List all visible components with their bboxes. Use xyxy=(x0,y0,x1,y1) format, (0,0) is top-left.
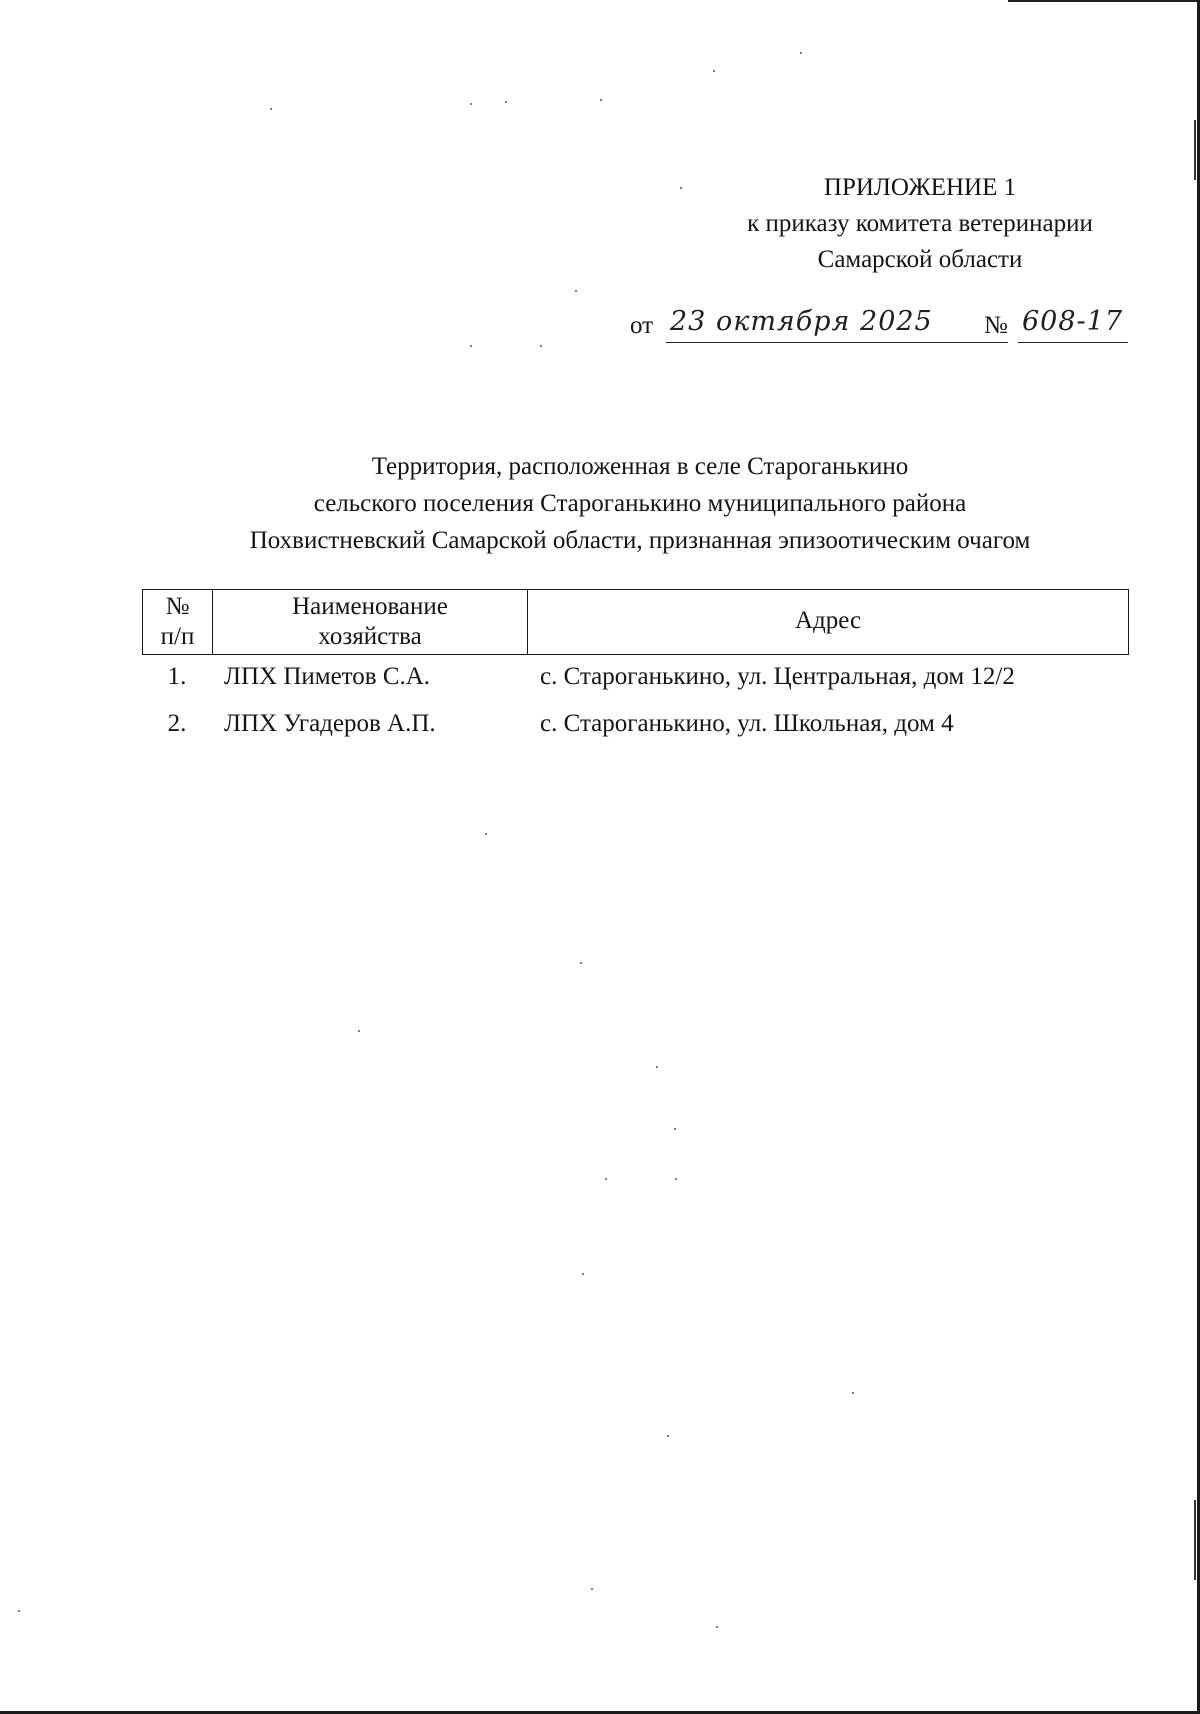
scan-speck xyxy=(540,345,542,347)
header-address: Адрес xyxy=(794,607,862,634)
scan-speck xyxy=(605,1178,607,1180)
scan-speck xyxy=(716,1626,718,1628)
table-row xyxy=(142,702,1129,749)
document-title xyxy=(140,448,1140,559)
scan-speck xyxy=(674,1128,676,1130)
scan-speck xyxy=(591,1588,593,1590)
appendix-header xyxy=(700,170,1140,278)
scan-speck xyxy=(470,345,472,347)
scan-edge-top xyxy=(1008,0,1200,2)
scan-speck xyxy=(656,1066,658,1068)
scan-speck xyxy=(800,52,802,54)
row-farm-name: ЛПХ Угадеров А.П. xyxy=(224,710,436,737)
table-header xyxy=(142,589,1129,655)
scan-speck xyxy=(713,70,715,72)
header-farm-name: Наименование хозяйства xyxy=(213,590,528,654)
row-address: с. Староганькино, ул. Школьная, дом 4 xyxy=(540,710,954,737)
row-address: с. Староганькино, ул. Центральная, дом 12/2 xyxy=(540,663,1015,690)
scan-speck xyxy=(270,108,272,110)
scan-mark xyxy=(1194,120,1196,180)
appendix-region: Самарской области xyxy=(817,246,1023,273)
scan-speck xyxy=(358,1030,360,1032)
farms-table xyxy=(142,589,1129,749)
row-farm-name: ЛПХ Пиметов С.А. xyxy=(224,663,431,690)
table-row xyxy=(142,655,1129,702)
scan-speck xyxy=(600,99,602,101)
date-label: от xyxy=(630,312,654,339)
header-number: № п/п xyxy=(143,590,213,654)
scan-speck xyxy=(18,1610,20,1612)
title-line: сельского поселения Староганькино муниципального района xyxy=(313,490,967,517)
row-number: 1. xyxy=(167,663,187,690)
appendix-title: ПРИЛОЖЕНИЕ 1 xyxy=(823,174,1017,201)
number-underline xyxy=(1018,342,1128,343)
number-label: № xyxy=(984,312,1008,339)
scan-speck xyxy=(582,1273,584,1275)
scan-speck xyxy=(580,962,582,964)
scan-speck xyxy=(680,187,682,189)
appendix-order-reference: к приказу комитета ветеринарии xyxy=(747,210,1093,237)
handwritten-number: 608-17 xyxy=(1022,306,1124,337)
date-underline xyxy=(666,342,1008,343)
scan-speck xyxy=(667,1435,669,1437)
order-date-number xyxy=(630,306,1130,346)
scan-speck xyxy=(852,1392,854,1394)
title-line: Территория, расположенная в селе Староганькино xyxy=(371,453,909,480)
row-number: 2. xyxy=(167,710,187,737)
scan-speck xyxy=(675,1178,677,1180)
handwritten-date: 23 октября 2025 xyxy=(670,306,933,337)
scan-speck xyxy=(485,833,487,835)
scan-speck xyxy=(505,101,507,103)
scan-speck xyxy=(575,290,577,292)
scan-speck xyxy=(470,103,472,105)
scan-mark xyxy=(1194,1500,1196,1580)
title-line: Похвистневский Самарской области, признанная эпизоотическим очагом xyxy=(249,527,1031,554)
